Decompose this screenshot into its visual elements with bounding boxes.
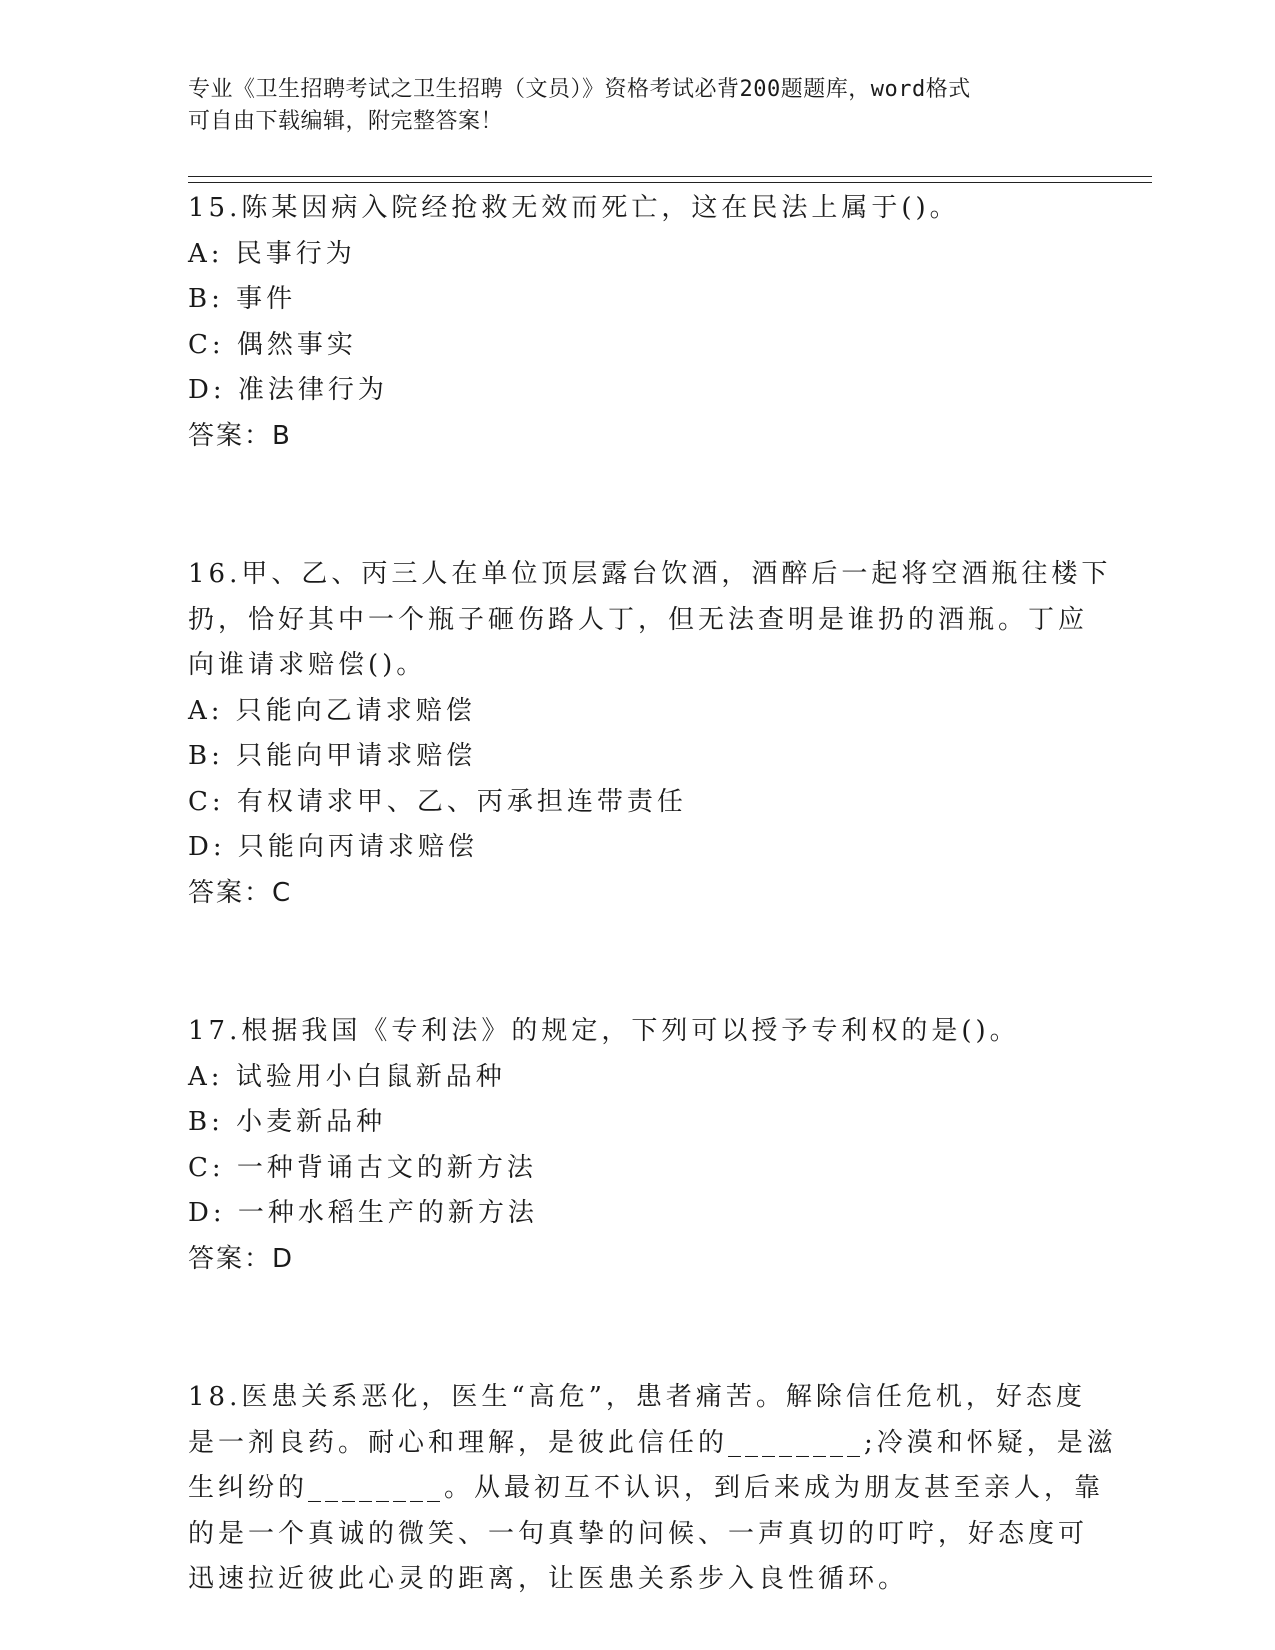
option-b: B: 事件 [188, 284, 297, 314]
question-stem-line-2: 扔，恰好其中一个瓶子砸伤路人丁，但无法查明是谁扔的酒瓶。丁应 [188, 604, 1089, 635]
option-a: A: 民事行为 [188, 238, 356, 269]
option-b: B: 只能向甲请求赔偿 [188, 741, 477, 771]
question-stem-line-2: 是一剂良药。耐心和理解，是彼此信任的________;冷漠和怀疑，是滋 [188, 1427, 1117, 1458]
question-stem-line-3: 向谁请求赔偿()。 [188, 650, 427, 680]
option-a: A: 试验用小白鼠新品种 [188, 1061, 506, 1092]
option-d: D: 一种水稻生产的新方法 [188, 1198, 538, 1228]
question-spacer [188, 916, 1088, 1009]
question-17 [188, 1009, 1088, 1282]
header-divider-bottom [188, 182, 1152, 183]
option-d: D: 只能向丙请求赔偿 [188, 832, 478, 862]
question-spacer [188, 459, 1088, 552]
header-divider-top [188, 176, 1152, 177]
question-15 [188, 186, 1088, 459]
option-d: D: 准法律行为 [188, 375, 388, 405]
option-b: B: 小麦新品种 [188, 1107, 387, 1137]
question-stem-line-3: 生纠纷的________。从最初互不认识，到后来成为朋友甚至亲人，靠 [188, 1473, 1105, 1503]
document-header [188, 74, 1068, 138]
option-a: A: 只能向乙请求赔偿 [188, 695, 476, 726]
option-c: C: 有权请求甲、乙、丙承担连带责任 [188, 786, 687, 817]
question-list [188, 186, 1117, 1603]
question-16 [188, 552, 1112, 916]
option-c: C: 一种背诵古文的新方法 [188, 1152, 537, 1183]
option-c: C: 偶然事实 [188, 329, 357, 360]
question-stem-line-1: 18.医患关系恶化，医生“高危”，患者痛苦。解除信任危机，好态度 [188, 1382, 1086, 1412]
question-stem: 15.陈某因病入院经抢救无效而死亡，这在民法上属于()。 [188, 193, 960, 223]
question-stem-line-4: 的是一个真诚的微笑、一句真挚的问候、一声真切的叮咛，好态度可 [188, 1518, 1089, 1549]
question-stem: 17.根据我国《专利法》的规定，下列可以授予专利权的是()。 [188, 1016, 1020, 1046]
question-stem-line-5: 迅速拉近彼此心灵的距离，让医患关系步入良性循环。 [188, 1564, 909, 1594]
answer-label: 答案：B [188, 420, 292, 451]
answer-label: 答案：C [188, 877, 293, 908]
header-line-2: 可自由下载编辑，附完整答案！ [188, 109, 504, 134]
header-line-1: 专业《卫生招聘考试之卫生招聘（文员）》资格考试必背200题题库，word格式 [188, 77, 971, 102]
answer-label: 答案：D [188, 1243, 295, 1274]
question-stem-line-1: 16.甲、乙、丙三人在单位顶层露台饮酒，酒醉后一起将空酒瓶往楼下 [188, 559, 1112, 589]
question-spacer [188, 1282, 1088, 1375]
question-18 [188, 1375, 1117, 1603]
